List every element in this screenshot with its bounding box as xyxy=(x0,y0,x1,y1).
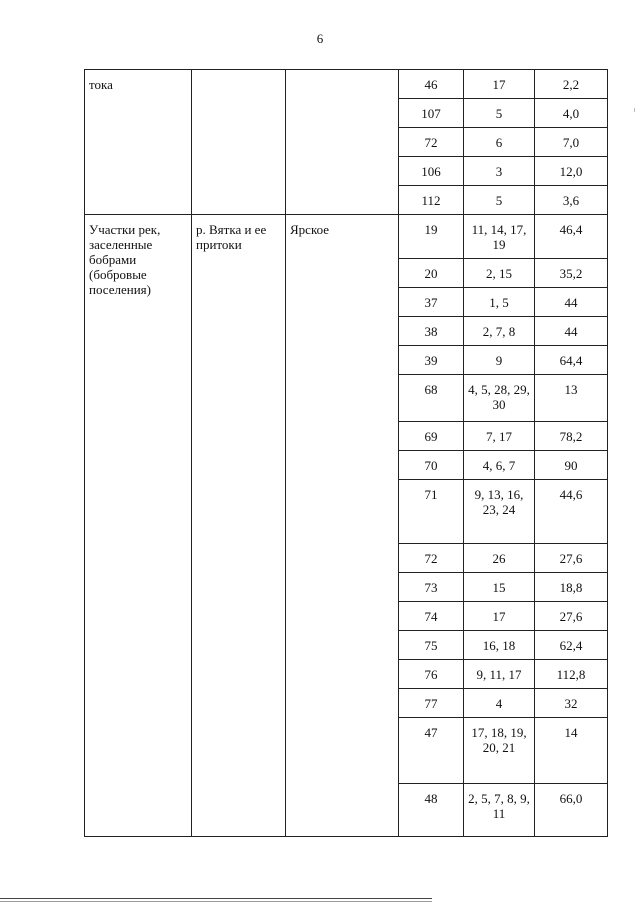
quarter-number-cell: 69 xyxy=(399,422,464,451)
allotment-numbers-cell: 4, 5, 28, 29, 30 xyxy=(464,375,535,422)
quarter-number-cell: 47 xyxy=(399,718,464,784)
quarter-number-cell: 72 xyxy=(399,544,464,573)
allotment-numbers-cell: 4, 6, 7 xyxy=(464,451,535,480)
allotment-numbers-cell: 9, 13, 16, 23, 24 xyxy=(464,480,535,544)
area-cell: 44,6 xyxy=(535,480,608,544)
allotment-numbers-cell: 5 xyxy=(464,99,535,128)
allotment-numbers-cell: 9, 11, 17 xyxy=(464,660,535,689)
quarter-number-cell: 74 xyxy=(399,602,464,631)
allotment-numbers-cell: 11, 14, 17, 19 xyxy=(464,215,535,259)
area-cell: 90 xyxy=(535,451,608,480)
allotment-numbers-cell: 15 xyxy=(464,573,535,602)
table-row xyxy=(85,70,608,99)
area-cell: 62,4 xyxy=(535,631,608,660)
area-cell: 27,6 xyxy=(535,602,608,631)
area-cell: 18,8 xyxy=(535,573,608,602)
allotment-numbers-cell: 4 xyxy=(464,689,535,718)
area-cell: 14 xyxy=(535,718,608,784)
quarter-number-cell: 73 xyxy=(399,573,464,602)
category-cell: тока xyxy=(85,70,192,215)
quarter-number-cell: 37 xyxy=(399,288,464,317)
bottom-rule-secondary xyxy=(0,901,432,902)
quarter-number-cell: 75 xyxy=(399,631,464,660)
quarter-number-cell: 19 xyxy=(399,215,464,259)
page-number: 6 xyxy=(316,31,324,46)
quarter-number-cell: 106 xyxy=(399,157,464,186)
area-cell: 2,2 xyxy=(535,70,608,99)
quarter-number-cell: 38 xyxy=(399,317,464,346)
area-cell: 78,2 xyxy=(535,422,608,451)
quarter-number-cell: 112 xyxy=(399,186,464,215)
quarter-number-cell: 76 xyxy=(399,660,464,689)
area-cell: 35,2 xyxy=(535,259,608,288)
quarter-number-cell: 39 xyxy=(399,346,464,375)
quarter-number-cell: 77 xyxy=(399,689,464,718)
area-cell: 12,0 xyxy=(535,157,608,186)
allotment-numbers-cell: 2, 15 xyxy=(464,259,535,288)
area-cell: 44 xyxy=(535,288,608,317)
quarter-number-cell: 68 xyxy=(399,375,464,422)
allotment-numbers-cell: 6 xyxy=(464,128,535,157)
allotment-numbers-cell: 17 xyxy=(464,602,535,631)
bottom-rule xyxy=(0,898,432,899)
scan-mark xyxy=(634,108,635,112)
district-cell xyxy=(286,70,399,215)
quarter-number-cell: 46 xyxy=(399,70,464,99)
allotment-numbers-cell: 9 xyxy=(464,346,535,375)
document-table xyxy=(84,69,608,837)
table-body xyxy=(85,70,608,837)
quarter-number-cell: 70 xyxy=(399,451,464,480)
allotment-numbers-cell: 17 xyxy=(464,70,535,99)
allotment-numbers-cell: 17, 18, 19, 20, 21 xyxy=(464,718,535,784)
allotment-numbers-cell: 1, 5 xyxy=(464,288,535,317)
area-cell: 112,8 xyxy=(535,660,608,689)
water-body-cell xyxy=(192,70,286,215)
area-cell: 32 xyxy=(535,689,608,718)
water-body-cell: р. Вятка и ее притоки xyxy=(192,215,286,837)
district-cell: Ярское xyxy=(286,215,399,837)
area-cell: 64,4 xyxy=(535,346,608,375)
quarter-number-cell: 72 xyxy=(399,128,464,157)
allotment-numbers-cell: 26 xyxy=(464,544,535,573)
area-cell: 7,0 xyxy=(535,128,608,157)
quarter-number-cell: 48 xyxy=(399,784,464,837)
allotment-numbers-cell: 7, 17 xyxy=(464,422,535,451)
area-cell: 27,6 xyxy=(535,544,608,573)
allotment-numbers-cell: 3 xyxy=(464,157,535,186)
table-row xyxy=(85,215,608,259)
area-cell: 4,0 xyxy=(535,99,608,128)
quarter-number-cell: 71 xyxy=(399,480,464,544)
allotment-numbers-cell: 5 xyxy=(464,186,535,215)
area-cell: 3,6 xyxy=(535,186,608,215)
allotment-numbers-cell: 2, 5, 7, 8, 9, 11 xyxy=(464,784,535,837)
area-cell: 66,0 xyxy=(535,784,608,837)
quarter-number-cell: 20 xyxy=(399,259,464,288)
allotment-numbers-cell: 16, 18 xyxy=(464,631,535,660)
area-cell: 13 xyxy=(535,375,608,422)
quarter-number-cell: 107 xyxy=(399,99,464,128)
allotment-numbers-cell: 2, 7, 8 xyxy=(464,317,535,346)
category-cell: Участки рек, заселенные бобрами (бобровые поселения) xyxy=(85,215,192,837)
area-cell: 46,4 xyxy=(535,215,608,259)
area-cell: 44 xyxy=(535,317,608,346)
